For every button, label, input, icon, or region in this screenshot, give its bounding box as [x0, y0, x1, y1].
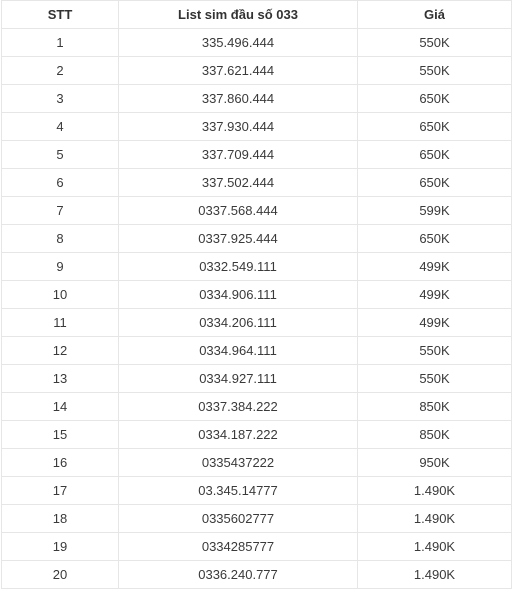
row-number-cell: 12 — [2, 337, 119, 365]
row-number-cell: 16 — [2, 449, 119, 477]
table-body — [2, 29, 512, 589]
header-stt: STT — [2, 1, 119, 29]
sim-number-cell: 0334.187.222 — [119, 421, 358, 449]
table-row — [2, 197, 512, 225]
row-number-cell: 11 — [2, 309, 119, 337]
row-number-cell: 14 — [2, 393, 119, 421]
table-row — [2, 309, 512, 337]
sim-number-cell: 0337.925.444 — [119, 225, 358, 253]
sim-number-cell: 0337.384.222 — [119, 393, 358, 421]
row-number-cell: 13 — [2, 365, 119, 393]
table-row — [2, 505, 512, 533]
price-cell: 650K — [358, 141, 512, 169]
price-cell: 1.490K — [358, 505, 512, 533]
row-number-cell: 20 — [2, 561, 119, 589]
row-number-cell: 10 — [2, 281, 119, 309]
row-number-cell: 4 — [2, 113, 119, 141]
row-number-cell: 2 — [2, 57, 119, 85]
sim-number-cell: 337.709.444 — [119, 141, 358, 169]
price-cell: 850K — [358, 421, 512, 449]
table-row — [2, 337, 512, 365]
table-row — [2, 225, 512, 253]
row-number-cell: 3 — [2, 85, 119, 113]
table-header — [2, 1, 512, 29]
price-cell: 499K — [358, 281, 512, 309]
price-cell: 850K — [358, 393, 512, 421]
price-cell: 650K — [358, 225, 512, 253]
header-sim-list: List sim đầu số 033 — [119, 1, 358, 29]
row-number-cell: 5 — [2, 141, 119, 169]
sim-number-cell: 0335602777 — [119, 505, 358, 533]
price-cell: 650K — [358, 113, 512, 141]
price-cell: 950K — [358, 449, 512, 477]
row-number-cell: 19 — [2, 533, 119, 561]
sim-number-cell: 0335437222 — [119, 449, 358, 477]
row-number-cell: 9 — [2, 253, 119, 281]
table-row — [2, 449, 512, 477]
sim-number-cell: 335.496.444 — [119, 29, 358, 57]
row-number-cell: 17 — [2, 477, 119, 505]
table-row — [2, 561, 512, 589]
sim-number-cell: 03.345.14777 — [119, 477, 358, 505]
sim-number-cell: 337.621.444 — [119, 57, 358, 85]
sim-number-cell: 337.502.444 — [119, 169, 358, 197]
price-cell: 1.490K — [358, 561, 512, 589]
sim-number-cell: 0337.568.444 — [119, 197, 358, 225]
price-cell: 550K — [358, 57, 512, 85]
price-cell: 550K — [358, 365, 512, 393]
sim-number-cell: 337.860.444 — [119, 85, 358, 113]
price-cell: 1.490K — [358, 477, 512, 505]
price-cell: 650K — [358, 85, 512, 113]
price-cell: 650K — [358, 169, 512, 197]
sim-number-cell: 337.930.444 — [119, 113, 358, 141]
price-cell: 550K — [358, 337, 512, 365]
sim-number-cell: 0334.206.111 — [119, 309, 358, 337]
sim-number-cell: 0332.549.111 — [119, 253, 358, 281]
table-row — [2, 169, 512, 197]
header-price: Giá — [358, 1, 512, 29]
row-number-cell: 6 — [2, 169, 119, 197]
table-row — [2, 281, 512, 309]
sim-number-cell: 0336.240.777 — [119, 561, 358, 589]
sim-number-cell: 0334.906.111 — [119, 281, 358, 309]
price-cell: 499K — [358, 253, 512, 281]
row-number-cell: 1 — [2, 29, 119, 57]
header-row — [2, 1, 512, 29]
price-cell: 1.490K — [358, 533, 512, 561]
table-row — [2, 57, 512, 85]
sim-number-cell: 0334.927.111 — [119, 365, 358, 393]
row-number-cell: 7 — [2, 197, 119, 225]
table-row — [2, 29, 512, 57]
table-row — [2, 393, 512, 421]
table-row — [2, 533, 512, 561]
table-row — [2, 141, 512, 169]
table-row — [2, 113, 512, 141]
row-number-cell: 15 — [2, 421, 119, 449]
table-row — [2, 253, 512, 281]
table-row — [2, 85, 512, 113]
row-number-cell: 18 — [2, 505, 119, 533]
table-row — [2, 477, 512, 505]
sim-number-cell: 0334285777 — [119, 533, 358, 561]
price-cell: 499K — [358, 309, 512, 337]
sim-number-cell: 0334.964.111 — [119, 337, 358, 365]
table-row — [2, 421, 512, 449]
table-row — [2, 365, 512, 393]
price-cell: 599K — [358, 197, 512, 225]
row-number-cell: 8 — [2, 225, 119, 253]
price-cell: 550K — [358, 29, 512, 57]
sim-price-table — [1, 0, 512, 589]
